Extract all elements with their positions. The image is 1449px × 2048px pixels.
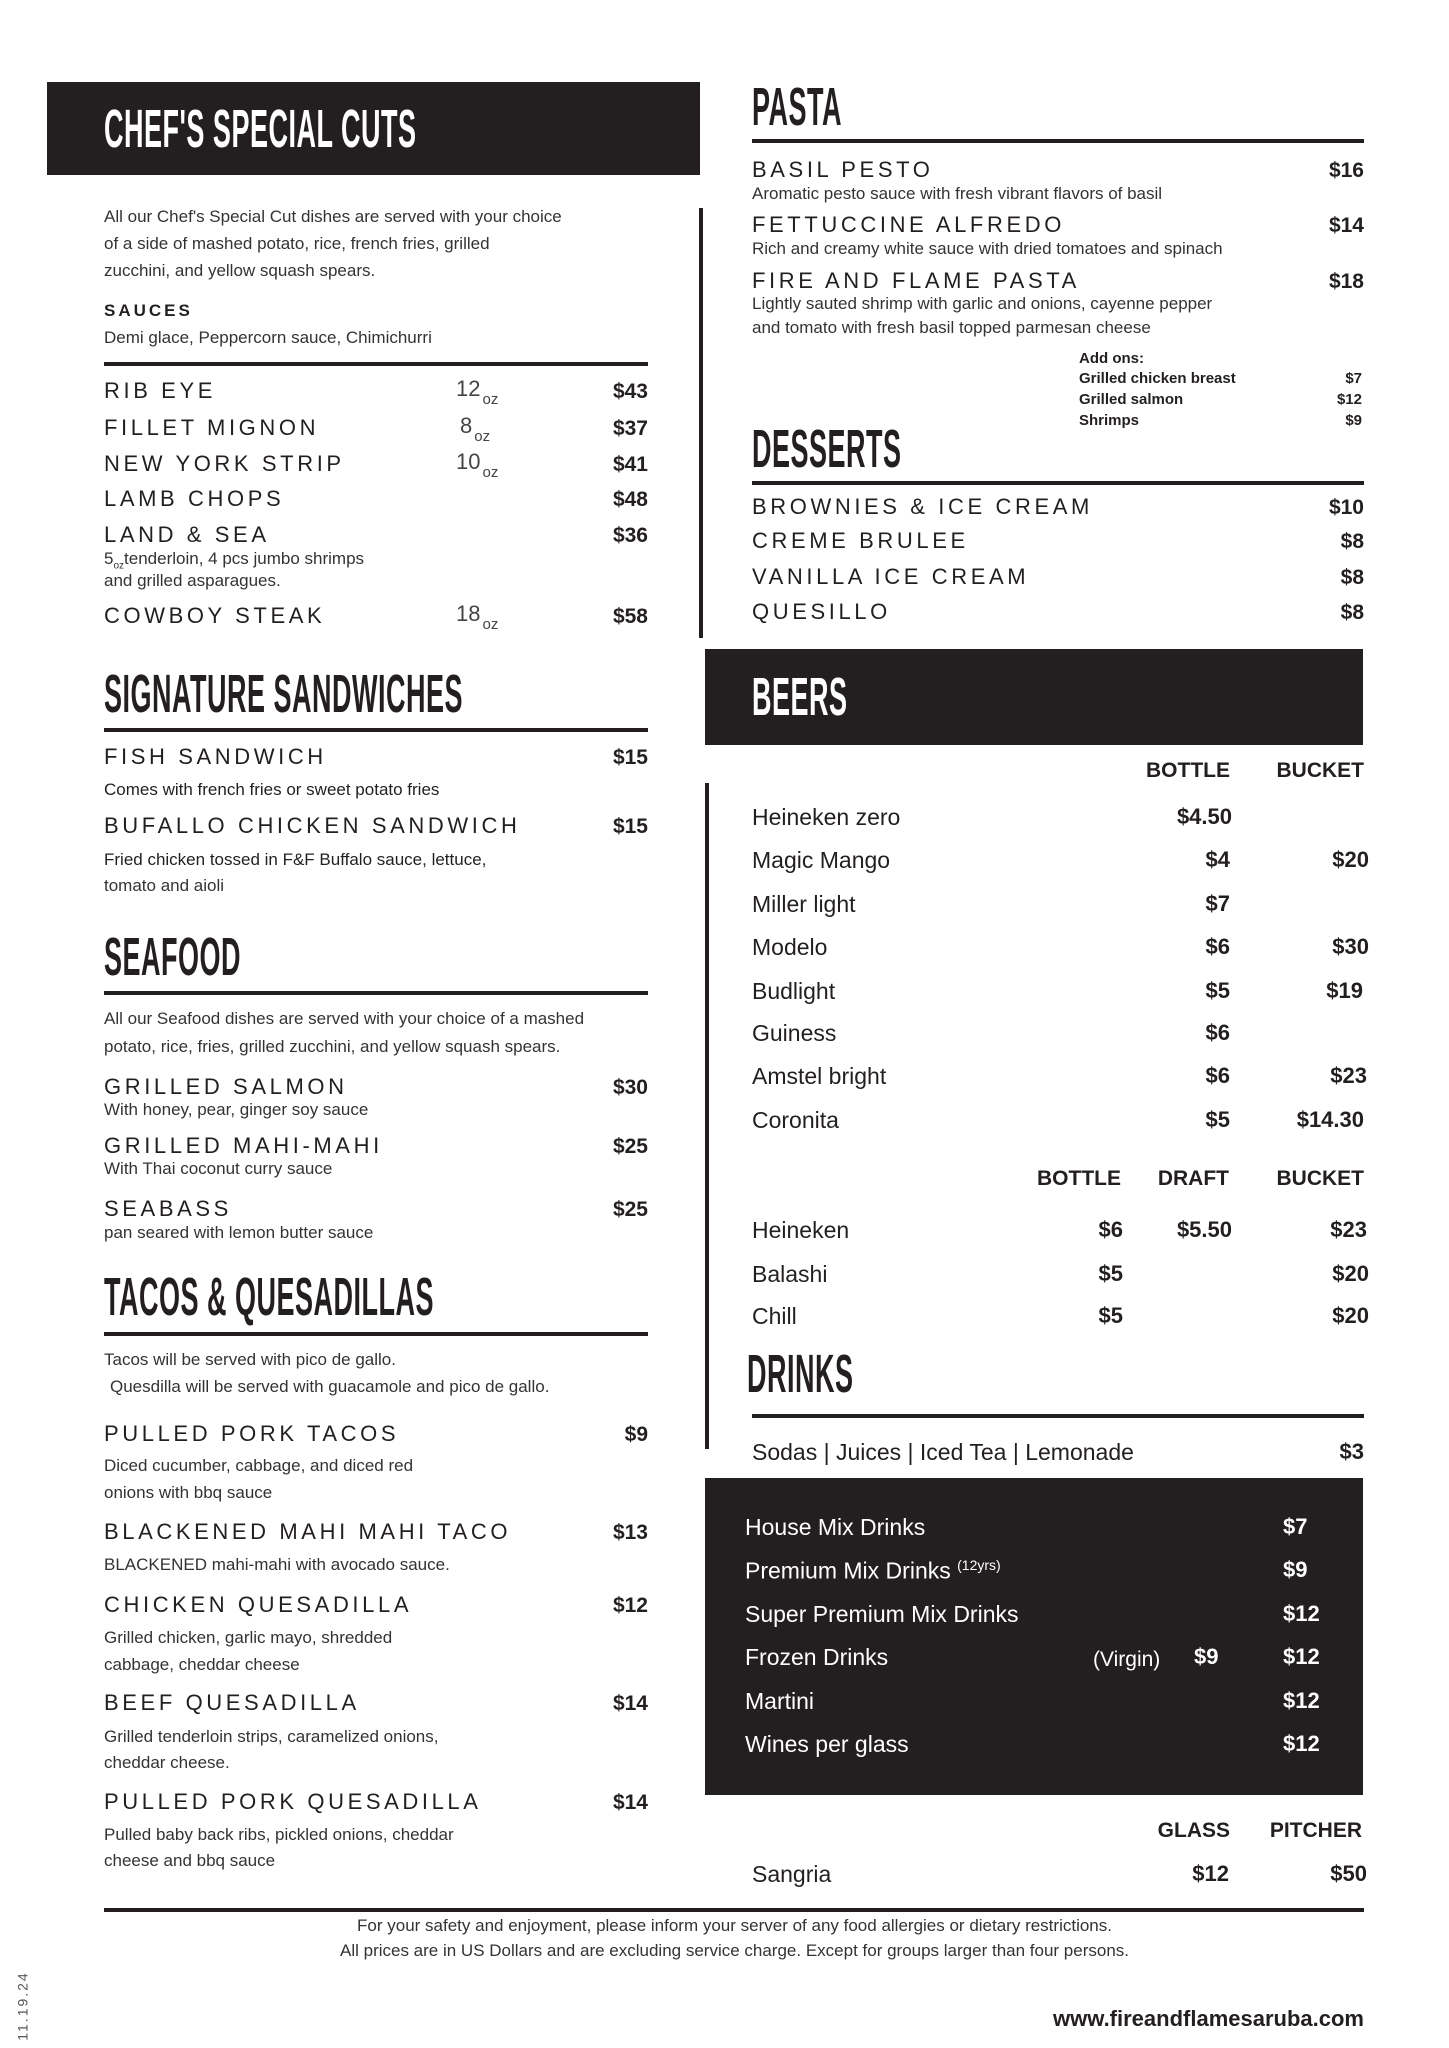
- bottle-price: $4: [1205, 847, 1230, 872]
- menu-item: GRILLED SALMON $30: [104, 1074, 648, 1099]
- addon-name: Grilled salmon: [1079, 391, 1184, 408]
- item-weight: 10 $_{oz}$: [456, 449, 499, 481]
- bucket-price: $20: [1332, 1303, 1369, 1328]
- menu-item: CHICKEN QUESADILLA $12: [104, 1592, 648, 1617]
- menu-item: BASIL PESTO $16: [752, 157, 1364, 182]
- item-description: Pulled baby back ribs, pickled onions, cheddar: [104, 1825, 454, 1844]
- footer-divider: [104, 1908, 1364, 1912]
- draft-price: $5.50: [1176, 1217, 1232, 1242]
- item-description: cabbage, cheddar cheese: [104, 1655, 300, 1674]
- bottle-price: $4.50: [1176, 804, 1232, 829]
- drink-name: Frozen Drinks: [745, 1644, 889, 1670]
- addon-name: Shrimps: [1079, 412, 1140, 429]
- drink-price: $9: [1283, 1557, 1308, 1582]
- website-link[interactable]: www.fireandflamesaruba.com: [1053, 2006, 1364, 2031]
- bottle-price: $6: [1205, 1063, 1230, 1088]
- bottle-price: $6: [1205, 934, 1230, 959]
- bottle-price: $7: [1205, 891, 1230, 916]
- menu-item: FIRE AND FLAME PASTA $18: [752, 268, 1364, 293]
- item-description: and grilled asparagues.: [104, 571, 281, 590]
- divider: [104, 362, 648, 366]
- menu-item: FETTUCCINE ALFREDO $14: [752, 212, 1364, 237]
- menu-item: NEW YORK STRIP $41: [104, 451, 648, 476]
- item-description: Aromatic pesto sauce with fresh vibrant flavors of basil: [752, 184, 1163, 203]
- bottle-price: $5: [1098, 1261, 1123, 1286]
- menu-item: GRILLED MAHI-MAHI $25: [104, 1133, 648, 1158]
- tacos-intro: Tacos will be served with pico de gallo.: [104, 1350, 396, 1369]
- bottle-price: $5: [1098, 1303, 1123, 1328]
- column-header: BOTTLE: [1037, 1167, 1121, 1190]
- bottle-price: $5: [1205, 978, 1230, 1003]
- column-header: BUCKET: [1276, 759, 1364, 782]
- addon-price: $7: [1345, 370, 1362, 387]
- chef-intro: All our Chef's Special Cut dishes are served with your choice: [104, 207, 562, 226]
- item-description: Fried chicken tossed in F&F Buffalo sauce, lettuce,: [104, 850, 487, 869]
- sangria-name: Sangria: [752, 1861, 832, 1887]
- beer-name: Magic Mango: [752, 847, 891, 873]
- beer-name: Guiness: [752, 1020, 837, 1046]
- drink-name: Premium Mix Drinks $^{(12yrs)}$: [745, 1557, 1001, 1584]
- divider: [752, 481, 1364, 485]
- sangria-glass-price: $12: [1192, 1861, 1229, 1886]
- menu-item: SEABASS $25: [104, 1196, 648, 1221]
- drink-name: House Mix Drinks: [745, 1514, 926, 1540]
- column-divider: [699, 208, 703, 638]
- addon-price: $9: [1345, 412, 1362, 429]
- chef-section-title: CHEF'S SPECIAL CUTS: [104, 99, 417, 159]
- item-description: Diced cucumber, cabbage, and diced red: [104, 1456, 414, 1475]
- pasta-section-title: PASTA: [752, 77, 842, 137]
- addon-name: Grilled chicken breast: [1079, 370, 1236, 387]
- chef-intro: zucchini, and yellow squash spears.: [104, 261, 376, 280]
- bucket-price: $14.30: [1296, 1107, 1364, 1132]
- tacos-section-title: TACOS & QUESADILLAS: [104, 1267, 435, 1327]
- item-weight: 18 $_{oz}$: [456, 601, 499, 633]
- item-weight: 8 $_{oz}$: [460, 413, 491, 445]
- drink-price: $12: [1283, 1731, 1320, 1756]
- menu-item: QUESILLO $8: [752, 599, 1364, 624]
- item-description: tomato and aioli: [104, 876, 225, 895]
- bottle-price: $5: [1205, 1107, 1230, 1132]
- soft-drinks: Sodas | Juices | Iced Tea | Lemonade: [752, 1439, 1134, 1465]
- column-divider: [705, 783, 709, 1449]
- item-description: cheddar cheese.: [104, 1753, 230, 1772]
- bottle-price: $6: [1205, 1020, 1230, 1045]
- item-description: Lightly sauted shrimp with garlic and onions, cayenne pepper: [752, 294, 1213, 313]
- tacos-intro: Quesdilla will be served with guacamole and pico de gallo.: [110, 1377, 550, 1396]
- divider: [752, 139, 1364, 143]
- bucket-price: $20: [1332, 1261, 1369, 1286]
- beer-name: Chill: [752, 1303, 797, 1329]
- drinks-section-title: DRINKS: [747, 1344, 854, 1404]
- bucket-price: $30: [1332, 934, 1369, 959]
- beer-name: Coronita: [752, 1107, 839, 1133]
- beer-name: Budlight: [752, 978, 836, 1004]
- item-description: Comes with french fries or sweet potato fries: [104, 780, 440, 799]
- column-header: DRAFT: [1157, 1167, 1229, 1190]
- drink-price: $7: [1283, 1514, 1308, 1539]
- drink-name: Martini: [745, 1688, 815, 1714]
- bucket-price: $19: [1326, 978, 1363, 1003]
- beer-name: Amstel bright: [752, 1063, 887, 1089]
- beer-name: Balashi: [752, 1261, 828, 1287]
- item-description: Rich and creamy white sauce with dried tomatoes and spinach: [752, 239, 1223, 258]
- item-description: With Thai coconut curry sauce: [104, 1159, 333, 1178]
- item-description: cheese and bbq sauce: [104, 1851, 276, 1870]
- divider: [104, 1332, 648, 1336]
- sauces-list: Demi glace, Peppercorn sauce, Chimichurri: [104, 328, 432, 347]
- addons-label: Add ons:: [1079, 350, 1144, 367]
- sauces-label: SAUCES: [104, 301, 193, 320]
- seafood-intro: All our Seafood dishes are served with your choice of a mashed: [104, 1009, 585, 1028]
- drink-name: Super Premium Mix Drinks: [745, 1601, 1019, 1627]
- item-description: onions with bbq sauce: [104, 1483, 273, 1502]
- drink-name: Wines per glass: [745, 1731, 909, 1757]
- menu-item: LAMB CHOPS $48: [104, 486, 648, 511]
- item-description: With honey, pear, ginger soy sauce: [104, 1100, 369, 1119]
- beer-name: Modelo: [752, 934, 828, 960]
- drink-price: $12: [1283, 1601, 1320, 1626]
- menu-item: VANILLA ICE CREAM $8: [752, 564, 1364, 589]
- column-header: PITCHER: [1269, 1819, 1362, 1842]
- beers-section-title: BEERS: [752, 667, 848, 727]
- item-description: Grilled tenderloin strips, caramelized onions,: [104, 1727, 439, 1746]
- menu-item: BLACKENED MAHI MAHI TACO $13: [104, 1519, 648, 1544]
- sangria-pitcher-price: $50: [1330, 1861, 1367, 1886]
- menu-item: BUFALLO CHICKEN SANDWICH $15: [104, 813, 648, 838]
- beer-name: Heineken: [752, 1217, 850, 1243]
- addon-price: $12: [1336, 391, 1362, 408]
- chef-intro: of a side of mashed potato, rice, french fries, grilled: [104, 234, 490, 253]
- menu-item: COWBOY STEAK $58: [104, 603, 648, 628]
- menu-item: PULLED PORK TACOS $9: [104, 1421, 648, 1446]
- item-weight: 12 $_{oz}$: [456, 376, 499, 408]
- menu-item: BROWNIES & ICE CREAM $10: [752, 494, 1364, 519]
- column-header: GLASS: [1157, 1819, 1230, 1842]
- sandwiches-section-title: SIGNATURE SANDWICHES: [104, 664, 464, 724]
- drink-price: $12: [1283, 1688, 1320, 1713]
- bucket-price: $23: [1330, 1063, 1367, 1088]
- desserts-section-title: DESSERTS: [752, 419, 902, 479]
- divider: [752, 1414, 1364, 1418]
- menu-item: BEEF QUESADILLA $14: [104, 1690, 648, 1715]
- virgin-price: $9: [1194, 1644, 1219, 1669]
- seafood-section-title: SEAFOOD: [104, 927, 242, 987]
- footer-note: All prices are in US Dollars and are excluding service charge. Except for groups larger than four persons.: [340, 1941, 1129, 1960]
- virgin-label: (Virgin): [1093, 1648, 1161, 1671]
- drink-price: $12: [1283, 1644, 1320, 1669]
- menu-item: FILLET MIGNON $37: [104, 415, 648, 440]
- bottle-price: $6: [1098, 1217, 1123, 1242]
- item-description: and tomato with fresh basil topped parmesan cheese: [752, 318, 1151, 337]
- bucket-price: $23: [1330, 1217, 1367, 1242]
- item-description: pan seared with lemon butter sauce: [104, 1223, 374, 1242]
- menu-item: CREME BRULEE $8: [752, 528, 1364, 553]
- column-header: BUCKET: [1276, 1167, 1364, 1190]
- column-header: BOTTLE: [1146, 759, 1230, 782]
- menu-item: PULLED PORK QUESADILLA $14: [104, 1789, 648, 1814]
- item-description: $5_{oz}tenderloin$, 4 pcs jumbo shrimps: [104, 549, 365, 572]
- menu-item: LAND & SEA $36: [104, 522, 648, 547]
- bucket-price: $20: [1332, 847, 1369, 872]
- divider: [104, 728, 648, 732]
- menu-item: FISH SANDWICH $15: [104, 744, 648, 769]
- item-description: BLACKENED mahi-mahi with avocado sauce.: [104, 1555, 450, 1574]
- seafood-intro: potato, rice, fries, grilled zucchini, and yellow squash spears.: [104, 1037, 561, 1056]
- divider: [104, 991, 648, 995]
- beer-name: Heineken zero: [752, 804, 901, 830]
- beer-name: Miller light: [752, 891, 856, 917]
- footer-note: For your safety and enjoyment, please inform your server of any food allergies or dietary restrictions.: [357, 1916, 1112, 1935]
- menu-item: RIB EYE $43: [104, 378, 648, 403]
- item-description: Grilled chicken, garlic mayo, shredded: [104, 1628, 393, 1647]
- soft-drinks-price: $3: [1339, 1439, 1364, 1464]
- print-date: 11.19.24: [14, 1971, 31, 2041]
